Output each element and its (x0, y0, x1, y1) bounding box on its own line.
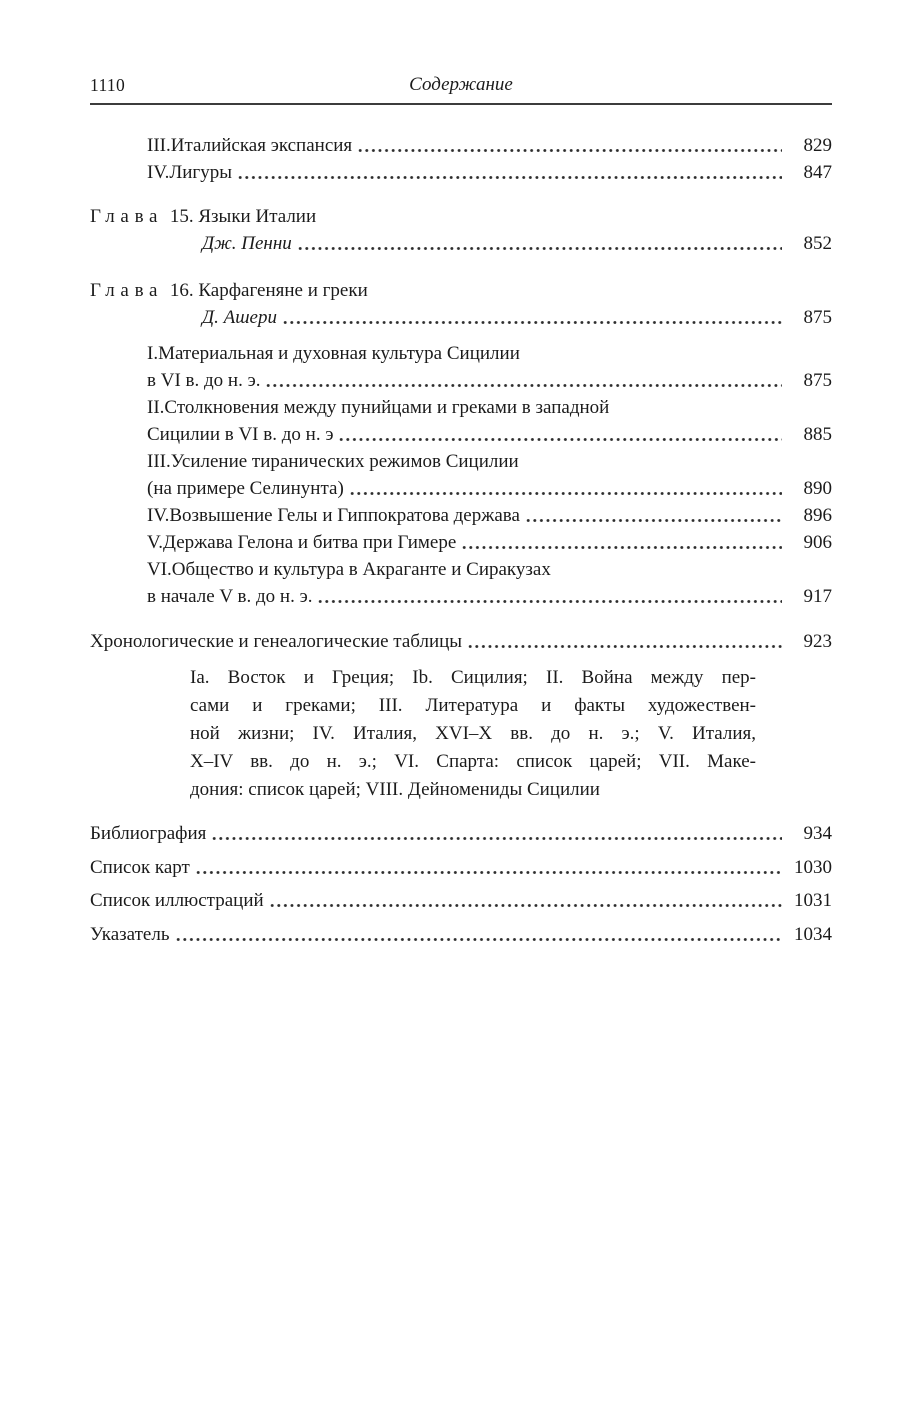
toc-section-prev-chapter (90, 132, 832, 186)
toc-entry-bibliography (90, 820, 832, 847)
toc-entry (90, 502, 832, 529)
chapter-heading (90, 203, 832, 230)
running-head (90, 74, 832, 105)
toc-entry-text: IV.Лигуры (147, 162, 232, 183)
toc-entry-text: Указатель (90, 923, 170, 945)
page-number: 829 (803, 135, 832, 156)
dot-leader (526, 518, 782, 523)
chapter-heading (90, 277, 832, 304)
dot-leader (298, 246, 782, 251)
toc-entry (90, 159, 832, 186)
dot-leader (212, 836, 782, 841)
dot-leader (318, 599, 782, 604)
note-line: дония: список царей; VIII. Дейномениды Сицилии (190, 779, 600, 800)
toc-chapter-16 (90, 277, 832, 331)
toc-entry-text: III.Италийская экспансия (147, 135, 353, 156)
note-line: Ia. Восток и Греция; Ib. Сицилия; II. Война между пер- (190, 667, 757, 688)
page-number: 847 (803, 162, 832, 183)
page-number: 934 (803, 823, 832, 844)
note-line: сами и греками; III. Литература и факты художествен- (190, 695, 756, 716)
chapter-word: Глава (90, 206, 164, 227)
toc-entry (90, 230, 832, 257)
toc-entry (90, 132, 832, 159)
page-number: 852 (803, 233, 832, 254)
page-number: 875 (803, 370, 832, 391)
page-number: 885 (803, 424, 832, 445)
tables-note (190, 664, 756, 804)
page-number: 923 (803, 631, 832, 652)
note-line: X–IV вв. до н. э.; VI. Спарта: список царей; VII. Маке- (190, 751, 756, 772)
toc-entry (90, 529, 832, 556)
toc-entry-text: IV.Возвышение Гелы и Гиппократова держава (147, 505, 520, 526)
toc-entry-text: V.Держава Гелона и битва при Гимере (147, 532, 457, 553)
dot-leader (358, 148, 782, 153)
toc-entry (90, 304, 832, 331)
toc-entry-text: I.Материальная и духовная культура Сицилии (147, 343, 520, 364)
toc-chapter-15 (90, 203, 832, 257)
page-number: 1034 (794, 923, 832, 945)
page-number: 1031 (794, 890, 832, 911)
dot-leader (468, 644, 782, 649)
toc-entry-illustrations (90, 887, 832, 914)
toc-entry-text: (на примере Селинунта) (147, 478, 344, 499)
toc-entry (90, 421, 832, 448)
page-number: 896 (803, 505, 832, 526)
toc-entry-text: Сицилии в VI в. до н. э (147, 424, 334, 445)
dot-leader (266, 383, 782, 388)
dot-leader (176, 937, 783, 942)
toc-entry-maps (90, 854, 832, 881)
dot-leader (350, 491, 782, 496)
page-header-title: Содержание (409, 74, 513, 95)
toc-entry-text: VI.Общество и культура в Акраганте и Сиракузах (147, 559, 551, 580)
toc-entry-text: III.Усиление тиранических режимов Сицилии (147, 451, 519, 472)
toc-entry-index (90, 921, 832, 948)
dot-leader (339, 437, 782, 442)
dot-leader (238, 175, 782, 180)
toc-entry-text: Библиография (90, 823, 207, 844)
page-folio: 1110 (90, 75, 126, 95)
toc-entry (90, 367, 832, 394)
chapter-title: Карфагеняне и греки (198, 280, 368, 301)
toc-entry (90, 583, 832, 610)
toc-entry-text: Хронологические и генеалогические таблицы (90, 631, 463, 652)
chapter-author: Д. Ашери (202, 307, 277, 328)
toc-entry-text: Список карт (90, 856, 190, 878)
toc-entry-text: II.Столкновения между пунийцами и греками в западной (147, 397, 610, 418)
chapter-author: Дж. Пенни (202, 233, 292, 254)
page-number: 906 (803, 532, 832, 553)
page-number: 917 (803, 586, 832, 607)
dot-leader (196, 870, 782, 875)
dot-leader (283, 320, 782, 325)
toc-entry-text: в VI в. до н. э. (147, 370, 261, 391)
dot-leader (462, 545, 782, 550)
page-number: 1030 (794, 856, 832, 878)
chapter-word: Глава (90, 280, 164, 301)
chapter-number: 15. (169, 206, 194, 227)
note-line: ной жизни; IV. Италия, XVI–X вв. до н. э.; V. Италия, (190, 723, 756, 744)
toc-content (90, 74, 832, 948)
dot-leader (270, 903, 782, 908)
toc-section-chapter-16 (90, 340, 832, 610)
toc-entry-text: Список иллюстраций (90, 890, 264, 911)
page-number: 890 (803, 478, 832, 499)
toc-entry (90, 475, 832, 502)
page-number: 875 (803, 307, 832, 328)
chapter-number: 16. (169, 280, 194, 301)
toc-entry-text: в начале V в. до н. э. (147, 586, 313, 607)
toc-entry-tables (90, 628, 832, 655)
chapter-title: Языки Италии (198, 206, 317, 227)
